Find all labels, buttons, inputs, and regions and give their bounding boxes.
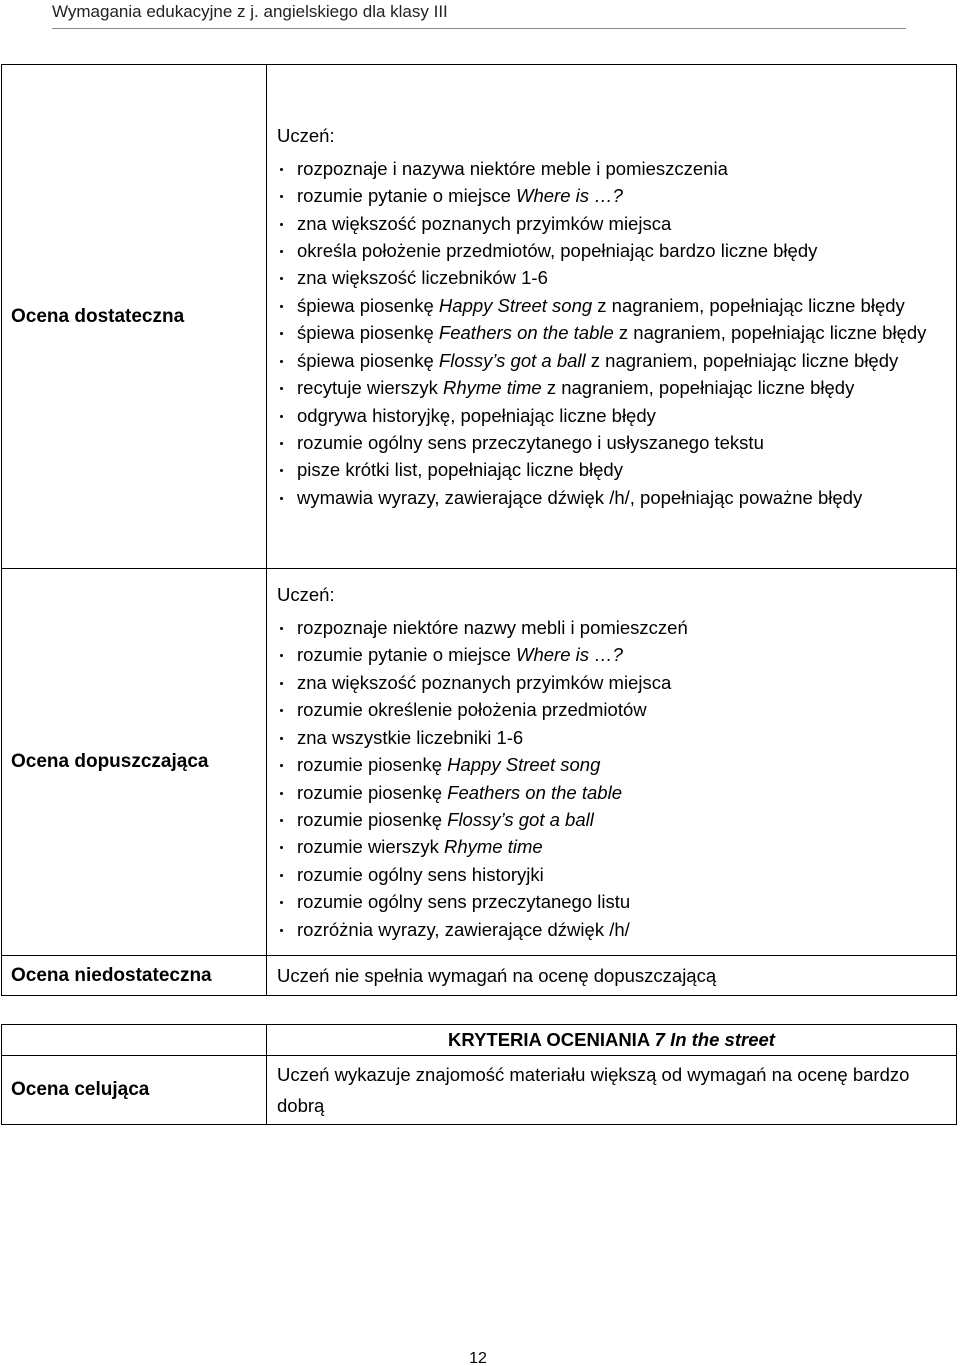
criteria-table	[1, 1024, 957, 1125]
requirement-text: odgrywa historyjkę, popełniając liczne błędy	[297, 404, 656, 426]
grade-label-dopuszczajaca: Ocena dopuszczająca	[2, 569, 267, 956]
requirement-text: wymawia wyrazy, zawierające dźwięk /h/, popełniając poważne błędy	[297, 486, 863, 508]
requirement-item	[277, 347, 946, 374]
requirement-item	[277, 292, 946, 319]
grades-table	[1, 64, 957, 996]
requirement-text: zna większość poznanych przyimków miejsca	[297, 671, 672, 693]
criteria-title	[267, 1025, 957, 1056]
requirement-text: rozumie określenie położenia przedmiotów	[297, 699, 647, 721]
requirement-text: rozumie pytanie o miejsce	[297, 185, 517, 207]
requirement-item	[277, 806, 946, 833]
requirement-text: rozróżnia wyrazy, zawierające dźwięk /h/	[297, 918, 630, 940]
requirement-item	[277, 861, 946, 888]
requirements-list	[277, 614, 946, 943]
grade-label-dostateczna: Ocena dostateczna	[2, 65, 267, 569]
requirement-item	[277, 888, 946, 915]
requirement-text: zna większość liczebników 1-6	[297, 267, 548, 289]
requirement-text: recytuje wierszyk	[297, 377, 443, 399]
requirement-item	[277, 182, 946, 209]
requirement-item	[277, 641, 946, 668]
requirement-text: śpiewa piosenkę	[297, 294, 439, 316]
requirement-text: rozumie piosenkę	[297, 754, 448, 776]
requirement-text: określa położenie przedmiotów, popełniając bardzo liczne błędy	[297, 240, 818, 262]
requirement-text: z nagraniem, popełniając liczne błędy	[613, 322, 927, 344]
requirement-text: rozumie wierszyk	[297, 836, 444, 858]
work-title: Happy Street song	[438, 294, 593, 316]
requirement-text: rozumie ogólny sens historyjki	[297, 863, 544, 885]
student-intro: Uczeń:	[277, 124, 335, 146]
requirement-item	[277, 696, 946, 723]
work-title: Where is …?	[516, 185, 623, 207]
work-title: Flossy’s got a ball	[438, 349, 586, 371]
requirement-item	[277, 833, 946, 860]
work-title: Feathers on the table	[438, 322, 614, 344]
grade-requirements-niedostateczna: Uczeń nie spełnia wymagań na ocenę dopuszczającą	[267, 956, 957, 996]
requirement-item	[277, 155, 946, 182]
requirement-item	[277, 724, 946, 751]
grade-row-niedostateczna	[2, 956, 957, 996]
requirement-item	[277, 210, 946, 237]
work-title: Flossy’s got a ball	[447, 808, 594, 830]
work-title: Where is …?	[516, 644, 623, 666]
grade-requirements-celujaca: Uczeń wykazuje znajomość materiału większą od wymagań na ocenę bardzo dobrą	[267, 1056, 957, 1125]
requirement-item	[277, 669, 946, 696]
work-title: Feathers on the table	[447, 781, 622, 803]
criteria-title-prefix: KRYTERIA OCENIANIA	[448, 1029, 655, 1051]
requirement-item	[277, 264, 946, 291]
requirement-item	[277, 456, 946, 483]
requirement-text: rozumie ogólny sens przeczytanego i usłyszanego tekstu	[297, 431, 764, 453]
requirement-text: rozpoznaje niektóre nazwy mebli i pomieszczeń	[297, 617, 688, 639]
page-number: 12	[469, 1350, 487, 1366]
grade-row-dopuszczajaca	[2, 569, 957, 956]
requirement-item	[277, 429, 946, 456]
header-divider	[52, 28, 906, 29]
grade-row-dostateczna	[2, 65, 957, 569]
grade-label-celujaca: Ocena celująca	[2, 1056, 267, 1125]
requirements-list	[277, 155, 946, 511]
requirement-text: rozumie pytanie o miejsce	[297, 644, 517, 666]
requirement-item	[277, 916, 946, 943]
requirement-text: śpiewa piosenkę	[297, 322, 439, 344]
requirement-text: śpiewa piosenkę	[297, 349, 439, 371]
page-header-title: Wymagania edukacyjne z j. angielskiego dla klasy III	[52, 2, 448, 21]
requirement-text: rozpoznaje i nazywa niektóre meble i pomieszczenia	[297, 157, 728, 179]
requirement-item	[277, 614, 946, 641]
requirement-text: rozumie piosenkę	[297, 808, 448, 830]
requirement-text: z nagraniem, popełniając liczne błędy	[541, 377, 855, 399]
requirement-item	[277, 237, 946, 264]
requirement-text: pisze krótki list, popełniając liczne błędy	[297, 459, 623, 481]
requirement-item	[277, 319, 946, 346]
requirement-text: zna wszystkie liczebniki 1-6	[297, 726, 524, 748]
requirement-text: zna większość poznanych przyimków miejsca	[297, 212, 672, 234]
grade-label-niedostateczna: Ocena niedostateczna	[2, 956, 267, 996]
work-title: Rhyme time	[444, 836, 543, 858]
requirement-item	[277, 484, 946, 511]
requirement-text: z nagraniem, popełniając liczne błędy	[585, 349, 899, 371]
work-title: Happy Street song	[447, 754, 601, 776]
requirement-item	[277, 374, 946, 401]
requirement-text: z nagraniem, popełniając liczne błędy	[592, 294, 905, 316]
work-title: Rhyme time	[442, 377, 542, 399]
requirement-item	[277, 402, 946, 429]
criteria-unit-title: 7 In the street	[654, 1029, 775, 1051]
requirement-item	[277, 779, 946, 806]
criteria-header-row	[2, 1025, 957, 1056]
requirement-text: rozumie piosenkę	[297, 781, 448, 803]
criteria-empty-cell	[2, 1025, 267, 1056]
grade-requirements-dopuszczajaca	[267, 569, 957, 956]
requirement-text: rozumie ogólny sens przeczytanego listu	[297, 891, 631, 913]
grade-row-celujaca	[2, 1056, 957, 1125]
requirement-item	[277, 751, 946, 778]
student-intro: Uczeń:	[277, 584, 335, 606]
grade-requirements-dostateczna	[267, 65, 957, 569]
